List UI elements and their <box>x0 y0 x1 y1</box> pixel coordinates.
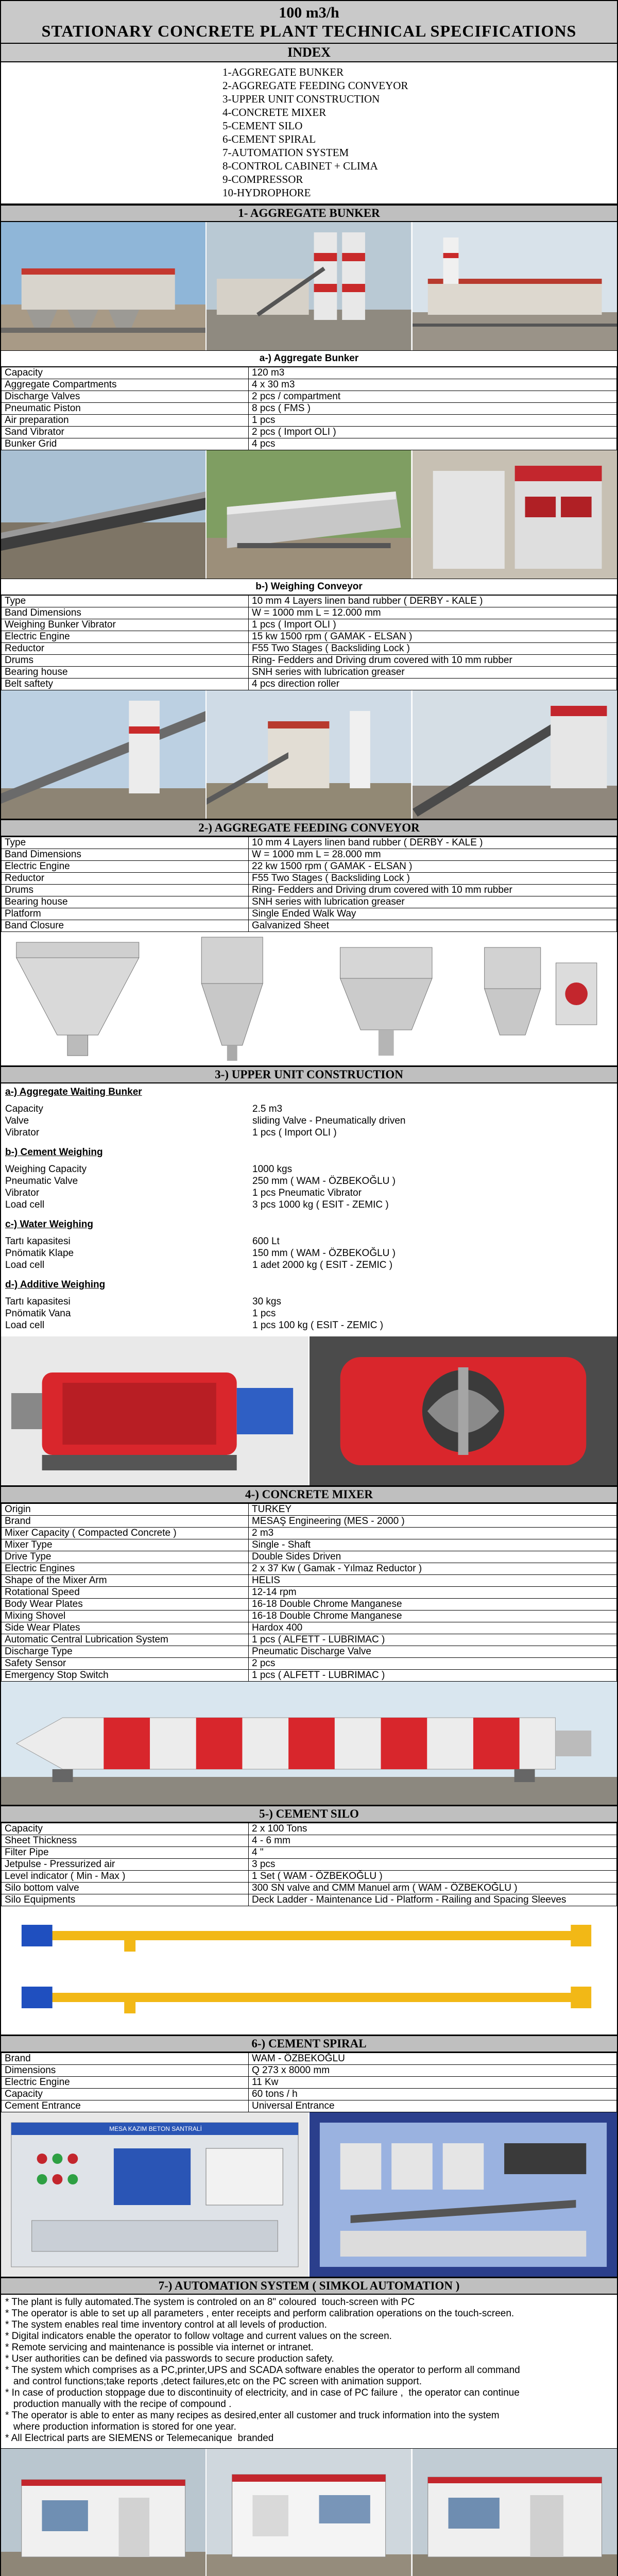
automation-note: production manually with the recipe of compound . <box>5 2399 232 2410</box>
table-row <box>2 1883 617 1894</box>
automation-note: * The operator is able to set up all parameters , enter receipts and perform calibration operations on the touch-screen. <box>5 2308 514 2319</box>
spec-value: Double Sides Driven <box>249 1551 617 1563</box>
upper-unit-group-title: b-) Cement Weighing <box>5 1147 103 1158</box>
spec-label: Bearing house <box>2 896 249 908</box>
photo-row-upper-unit <box>1 932 617 1066</box>
section-heading-upper-unit: 3-) UPPER UNIT CONSTRUCTION <box>1 1066 617 1083</box>
spec-label: Band Closure <box>2 920 249 932</box>
spec-label: Level indicator ( Min - Max ) <box>2 1871 249 1883</box>
spec-label: Drums <box>2 655 249 667</box>
spec-value: 1 pcs ( Import OLI ) <box>252 1127 337 1138</box>
table-row <box>2 367 617 379</box>
index-heading: INDEX <box>1 44 617 62</box>
spec-label: Electric Engine <box>2 631 249 643</box>
spec-value: Hardox 400 <box>249 1622 617 1634</box>
spec-value: Galvanized Sheet <box>249 920 617 932</box>
spec-label: Silo Equipments <box>2 1894 249 1906</box>
list-item <box>5 1115 613 1127</box>
spec-value: 1 pcs ( ALFETT - LUBRIMAC ) <box>249 1634 617 1646</box>
spec-value: F55 Two Stages ( Backsliding Lock ) <box>249 643 617 655</box>
feeding-photo-1 <box>1 690 207 819</box>
spec-value: 600 Lt <box>252 1236 280 1247</box>
spec-value: 2 pcs / compartment <box>249 391 617 403</box>
index-item: 5-CEMENT SILO <box>222 120 303 132</box>
table-row <box>2 1871 617 1883</box>
spec-value: 150 mm ( WAM - ÖZBEKOĞLU ) <box>252 1248 396 1259</box>
list-item <box>5 1308 613 1319</box>
list-item <box>5 1199 613 1211</box>
spec-value: W = 1000 mm L = 28.000 mm <box>249 849 617 861</box>
spec-label: Load cell <box>5 1320 45 1331</box>
bunker-photo-2 <box>207 222 412 350</box>
spec-value: 1 adet 2000 kg ( ESIT - ZEMIC ) <box>252 1260 393 1270</box>
upper-unit-group-title: c-) Water Weighing <box>5 1219 93 1230</box>
spec-label: Aggregate Compartments <box>2 379 249 391</box>
cabinet-photo-3 <box>413 2449 617 2576</box>
spec-label: Pneumatic Valve <box>5 1176 78 1187</box>
section-heading-feeding-conveyor: 2-) AGGREGATE FEEDING CONVEYOR <box>1 819 617 837</box>
spec-value: 60 tons / h <box>249 2089 617 2100</box>
index-item: 8-CONTROL CABINET + CLIMA <box>222 160 378 172</box>
spec-label: Electric Engine <box>2 861 249 873</box>
spec-value: 15 kw 1500 rpm ( GAMAK - ELSAN ) <box>249 631 617 643</box>
spec-label: Shape of the Mixer Arm <box>2 1575 249 1587</box>
document-title: STATIONARY CONCRETE PLANT TECHNICAL SPECIFICATIONS <box>41 22 577 40</box>
table-row <box>2 1835 617 1847</box>
spec-value: W = 1000 mm L = 12.000 mm <box>249 607 617 619</box>
bunker-photo-1 <box>1 222 207 350</box>
table-row <box>2 403 617 415</box>
spec-value: 2 x 100 Tons <box>249 1823 617 1835</box>
table-row <box>2 1611 617 1622</box>
spec-label: Origin <box>2 1504 249 1516</box>
table-row <box>2 1539 617 1551</box>
spec-value: sliding Valve - Pneumatically driven <box>252 1115 406 1126</box>
spec-value: 4 x 30 m3 <box>249 379 617 391</box>
table-row <box>2 861 617 873</box>
upper-unit-drawing-4 <box>464 932 617 1065</box>
automation-note: * The operator is able to enter as many recipes as desired,enter all customer and truck information into the system <box>5 2410 500 2421</box>
automation-note: * The system enables real time inventory control at all levels of production. <box>5 2319 327 2330</box>
table-row <box>2 619 617 631</box>
upper-unit-groups <box>1 1083 617 1336</box>
spec-value: Single Ended Walk Way <box>249 908 617 920</box>
spec-value: 16-18 Double Chrome Manganese <box>249 1611 617 1622</box>
conveyor-photo-3 <box>413 450 617 579</box>
spec-label: Body Wear Plates <box>2 1599 249 1611</box>
spec-label: Silo bottom valve <box>2 1883 249 1894</box>
table-row <box>2 2100 617 2112</box>
spec-label: Rotational Speed <box>2 1587 249 1599</box>
spec-label: Sheet Thickness <box>2 1835 249 1847</box>
spec-label: Cement Entrance <box>2 2100 249 2112</box>
table-row <box>2 1894 617 1906</box>
table-row <box>2 427 617 438</box>
spec-value: 1 Set ( WAM - ÖZBEKOĞLU ) <box>249 1871 617 1883</box>
spec-value: 2 pcs ( Import OLI ) <box>249 427 617 438</box>
spec-label: Bunker Grid <box>2 438 249 450</box>
section-heading-cement-spiral: 6-) CEMENT SPIRAL <box>1 2035 617 2053</box>
capacity-title: 100 m3/h <box>279 4 339 21</box>
spec-value: 1000 kgs <box>252 1164 293 1175</box>
spec-label: Type <box>2 596 249 607</box>
spec-value: 4 pcs <box>249 438 617 450</box>
list-item <box>5 1235 613 1247</box>
upper-unit-drawing-1 <box>1 932 156 1065</box>
photo-row-spiral <box>1 1906 617 2035</box>
table-row <box>2 896 617 908</box>
spec-value: Deck Ladder - Maintenance Lid - Platform - Railing and Spacing Sleeves <box>249 1894 617 1906</box>
feeding-photo-2 <box>207 690 412 819</box>
index-item: 2-AGGREGATE FEEDING CONVEYOR <box>222 79 408 92</box>
spec-label: Electric Engine <box>2 2077 249 2089</box>
spec-label: Vibrator <box>5 1127 40 1138</box>
table-row <box>2 873 617 885</box>
automation-note: * Remote servicing and maintenance is possible via internet or intranet. <box>5 2342 314 2353</box>
spec-table-aggregate-bunker <box>1 367 617 450</box>
spec-value: WAM - ÖZBEKOĞLU <box>249 2053 617 2065</box>
spec-value: MESAŞ Engineering (MES - 2000 ) <box>249 1516 617 1528</box>
table-row <box>2 391 617 403</box>
mixer-photo-1 <box>1 1336 310 1485</box>
spec-value: 3 pcs <box>249 1859 617 1871</box>
table-row <box>2 837 617 849</box>
index-item: 9-COMPRESSOR <box>222 173 303 185</box>
spec-value: 250 mm ( WAM - ÖZBEKOĞLU ) <box>252 1176 396 1187</box>
spec-label: Capacity <box>5 1104 43 1114</box>
list-item <box>5 1103 613 1115</box>
spec-value: 4 pcs direction roller <box>249 679 617 690</box>
spec-label: Jetpulse - Pressurized air <box>2 1859 249 1871</box>
spec-label: Discharge Type <box>2 1646 249 1658</box>
table-row <box>2 849 617 861</box>
spiral-photo <box>1 1906 617 2035</box>
spec-value: 2 x 37 Kw ( Gamak - Yılmaz Reductor ) <box>249 1563 617 1575</box>
table-row <box>2 1587 617 1599</box>
photo-row-automation <box>1 2112 617 2277</box>
spec-value: 300 SN valve and CMM Manuel arm ( WAM - ÖZBEKOĞLU ) <box>249 1883 617 1894</box>
table-row <box>2 2077 617 2089</box>
automation-notes <box>1 2295 617 2449</box>
spec-value: 10 mm 4 Layers linen band rubber ( DERBY - KALE ) <box>249 596 617 607</box>
spec-value: 1 pcs Pneumatic Vibrator <box>252 1188 362 1198</box>
spec-value: Ring- Fedders and Driving drum covered with 10 mm rubber <box>249 885 617 896</box>
automation-note: where production information is stored for one year. <box>5 2421 236 2432</box>
spec-value: TURKEY <box>249 1504 617 1516</box>
spec-value: F55 Two Stages ( Backsliding Lock ) <box>249 873 617 885</box>
spec-value: 22 kw 1500 rpm ( GAMAK - ELSAN ) <box>249 861 617 873</box>
automation-screen-photo <box>310 2112 617 2277</box>
spec-label: Mixer Type <box>2 1539 249 1551</box>
automation-note: * All Electrical parts are SIEMENS or Telemecanique branded <box>5 2433 274 2444</box>
table-row <box>2 643 617 655</box>
silo-photo <box>1 1682 617 1805</box>
table-row <box>2 1528 617 1539</box>
spec-value: 11 Kw <box>249 2077 617 2089</box>
table-row <box>2 1575 617 1587</box>
table-row <box>2 2065 617 2077</box>
spec-label: Band Dimensions <box>2 849 249 861</box>
spec-label: Drums <box>2 885 249 896</box>
table-row <box>2 1859 617 1871</box>
spec-label: Vibrator <box>5 1188 40 1198</box>
table-row <box>2 596 617 607</box>
spec-value: 12-14 rpm <box>249 1587 617 1599</box>
table-row <box>2 885 617 896</box>
list-item <box>5 1319 613 1331</box>
upper-unit-group-rows <box>1 1293 617 1336</box>
photo-row-silo <box>1 1682 617 1805</box>
index-list <box>1 62 617 205</box>
spec-label: Automatic Central Lubrication System <box>2 1634 249 1646</box>
section-heading-cement-silo: 5-) CEMENT SILO <box>1 1805 617 1823</box>
document-title-bar <box>1 1 617 44</box>
automation-note: * Digital indicators enable the operator to follow voltage and current values on the screen. <box>5 2331 392 2342</box>
automation-panel-photo <box>1 2112 310 2277</box>
automation-panel-title: MESA KAZIM BETON SANTRALİ <box>109 2125 202 2132</box>
spec-label: Band Dimensions <box>2 607 249 619</box>
table-row <box>2 1823 617 1835</box>
spec-value: Pneumatic Discharge Valve <box>249 1646 617 1658</box>
photo-row-cabinet <box>1 2449 617 2576</box>
photo-row-bunker <box>1 222 617 351</box>
table-row <box>2 1516 617 1528</box>
spec-label: Valve <box>5 1115 29 1126</box>
spec-value: 30 kgs <box>252 1296 281 1307</box>
spec-value: 3 pcs 1000 kg ( ESIT - ZEMIC ) <box>252 1199 389 1210</box>
spec-label: Tartı kapasitesi <box>5 1296 71 1307</box>
spec-label: Platform <box>2 908 249 920</box>
spec-table-cement-spiral <box>1 2053 617 2112</box>
subsection-aggregate-bunker: a-) Aggregate Bunker <box>1 351 617 367</box>
upper-unit-group-title: a-) Aggregate Waiting Bunker <box>5 1087 142 1097</box>
spec-value: 16-18 Double Chrome Manganese <box>249 1599 617 1611</box>
spec-table-concrete-mixer <box>1 1503 617 1682</box>
spec-value: 2 pcs <box>249 1658 617 1670</box>
spec-label: Side Wear Plates <box>2 1622 249 1634</box>
spec-table-feeding-conveyor <box>1 837 617 932</box>
spec-label: Belt saftety <box>2 679 249 690</box>
list-item <box>5 1296 613 1308</box>
spec-value: 1 pcs <box>249 415 617 427</box>
spec-label: Load cell <box>5 1260 45 1270</box>
spec-value: Ring- Fedders and Driving drum covered with 10 mm rubber <box>249 655 617 667</box>
spec-label: Discharge Valves <box>2 391 249 403</box>
list-item <box>5 1187 613 1199</box>
list-item <box>5 1259 613 1271</box>
list-item <box>5 1247 613 1259</box>
table-row <box>2 2089 617 2100</box>
feeding-photo-3 <box>413 690 617 819</box>
cabinet-photo-1 <box>1 2449 207 2576</box>
spec-value: 2.5 m3 <box>252 1104 283 1114</box>
index-item: 1-AGGREGATE BUNKER <box>222 66 344 78</box>
table-row <box>2 1599 617 1611</box>
photo-row-feeding-conveyor <box>1 690 617 819</box>
index-item: 3-UPPER UNIT CONSTRUCTION <box>222 93 380 105</box>
subsection-weighing-conveyor: b-) Weighing Conveyor <box>1 579 617 595</box>
section-heading-concrete-mixer: 4-) CONCRETE MIXER <box>1 1486 617 1503</box>
table-row <box>2 379 617 391</box>
spec-label: Weighing Bunker Vibrator <box>2 619 249 631</box>
spec-table-weighing-conveyor <box>1 595 617 690</box>
spec-value: HELIS <box>249 1575 617 1587</box>
spec-label: Capacity <box>2 367 249 379</box>
automation-note: * The plant is fully automated.The system is controled on an 8" coloured touch-screen with PC <box>5 2297 415 2308</box>
spec-value: 1 pcs <box>252 1308 276 1319</box>
spec-label: Capacity <box>2 1823 249 1835</box>
upper-unit-group-title: d-) Additive Weighing <box>5 1279 106 1290</box>
spec-table-cement-silo <box>1 1823 617 1906</box>
automation-note: and control functions;take reports ,detect failures,etc on the PC screen with animation support. <box>5 2376 422 2387</box>
spec-value: Universal Entrance <box>249 2100 617 2112</box>
spec-value: 4 " <box>249 1847 617 1859</box>
spec-label: Safety Sensor <box>2 1658 249 1670</box>
table-row <box>2 1622 617 1634</box>
spec-label: Mixer Capacity ( Compacted Concrete ) <box>2 1528 249 1539</box>
table-row <box>2 920 617 932</box>
table-row <box>2 1847 617 1859</box>
spec-label: Weighing Capacity <box>5 1164 87 1175</box>
photo-row-mixer <box>1 1336 617 1486</box>
spec-label: Brand <box>2 2053 249 2065</box>
table-row <box>2 1504 617 1516</box>
upper-unit-drawing-3 <box>310 932 464 1065</box>
spec-label: Type <box>2 837 249 849</box>
table-row <box>2 1670 617 1682</box>
upper-unit-group-rows <box>1 1160 617 1216</box>
photo-row-weighing-conveyor <box>1 450 617 579</box>
index-item: 6-CEMENT SPIRAL <box>222 133 316 145</box>
spec-value: Q 273 x 8000 mm <box>249 2065 617 2077</box>
spec-label: Capacity <box>2 2089 249 2100</box>
list-item <box>5 1127 613 1139</box>
spec-label: Drive Type <box>2 1551 249 1563</box>
table-row <box>2 1658 617 1670</box>
table-row <box>2 679 617 690</box>
cabinet-photo-2 <box>207 2449 412 2576</box>
spec-label: Brand <box>2 1516 249 1528</box>
table-row <box>2 1563 617 1575</box>
table-row <box>2 1634 617 1646</box>
spec-label: Pnömatik Klape <box>5 1248 74 1259</box>
conveyor-photo-1 <box>1 450 207 579</box>
automation-note: * User authorities can be defined via passwords to secure production safety. <box>5 2353 334 2364</box>
spec-value: 1 pcs ( Import OLI ) <box>249 619 617 631</box>
spec-label: Mixing Shovel <box>2 1611 249 1622</box>
list-item <box>5 1163 613 1175</box>
upper-unit-drawing-2 <box>156 932 310 1065</box>
spec-value: 120 m3 <box>249 367 617 379</box>
spec-label: Load cell <box>5 1199 45 1210</box>
table-row <box>2 415 617 427</box>
spec-label: Electric Engines <box>2 1563 249 1575</box>
table-row <box>2 2053 617 2065</box>
spec-value: 2 m3 <box>249 1528 617 1539</box>
spec-value: Single - Shaft <box>249 1539 617 1551</box>
automation-note: * The system which comprises as a PC,printer,UPS and SCADA software enables the operator to perform all command <box>5 2365 520 2376</box>
section-heading-aggregate-bunker: 1- AGGREGATE BUNKER <box>1 205 617 222</box>
spec-value: 1 pcs ( ALFETT - LUBRIMAC ) <box>249 1670 617 1682</box>
bunker-photo-3 <box>413 222 617 350</box>
spec-label: Pneumatic Piston <box>2 403 249 415</box>
index-item: 10-HYDROPHORE <box>222 187 311 199</box>
table-row <box>2 908 617 920</box>
spec-label: Bearing house <box>2 667 249 679</box>
table-row <box>2 655 617 667</box>
index-item: 4-CONCRETE MIXER <box>222 106 327 118</box>
spec-label: Dimensions <box>2 2065 249 2077</box>
spec-value: SNH series with lubrication greaser <box>249 667 617 679</box>
index-item: 7-AUTOMATION SYSTEM <box>222 146 349 159</box>
spec-value: 1 pcs 100 kg ( ESIT - ZEMIC ) <box>252 1320 384 1331</box>
upper-unit-group-rows <box>1 1232 617 1276</box>
spec-value: 8 pcs ( FMS ) <box>249 403 617 415</box>
spec-label: Emergency Stop Switch <box>2 1670 249 1682</box>
table-row <box>2 1646 617 1658</box>
table-row <box>2 667 617 679</box>
spec-value: 4 - 6 mm <box>249 1835 617 1847</box>
mixer-photo-2 <box>310 1336 617 1485</box>
spec-label: Filter Pipe <box>2 1847 249 1859</box>
spec-label: Tartı kapasitesi <box>5 1236 71 1247</box>
spec-label: Air preparation <box>2 415 249 427</box>
table-row <box>2 1551 617 1563</box>
spec-label: Pnömatik Vana <box>5 1308 71 1319</box>
spec-label: Sand Vibrator <box>2 427 249 438</box>
spec-label: Reductor <box>2 873 249 885</box>
spec-value: SNH series with lubrication greaser <box>249 896 617 908</box>
automation-note: * In case of production stoppage due to discontinuity of electricity, and in case of PC failure , the operator can continue <box>5 2387 520 2398</box>
spec-value: 10 mm 4 Layers linen band rubber ( DERBY - KALE ) <box>249 837 617 849</box>
conveyor-photo-2 <box>207 450 412 579</box>
table-row <box>2 438 617 450</box>
table-row <box>2 607 617 619</box>
section-heading-automation: 7-) AUTOMATION SYSTEM ( SIMKOL AUTOMATION ) <box>1 2277 617 2295</box>
spec-label: Reductor <box>2 643 249 655</box>
list-item <box>5 1175 613 1187</box>
upper-unit-group-rows <box>1 1100 617 1144</box>
table-row <box>2 631 617 643</box>
